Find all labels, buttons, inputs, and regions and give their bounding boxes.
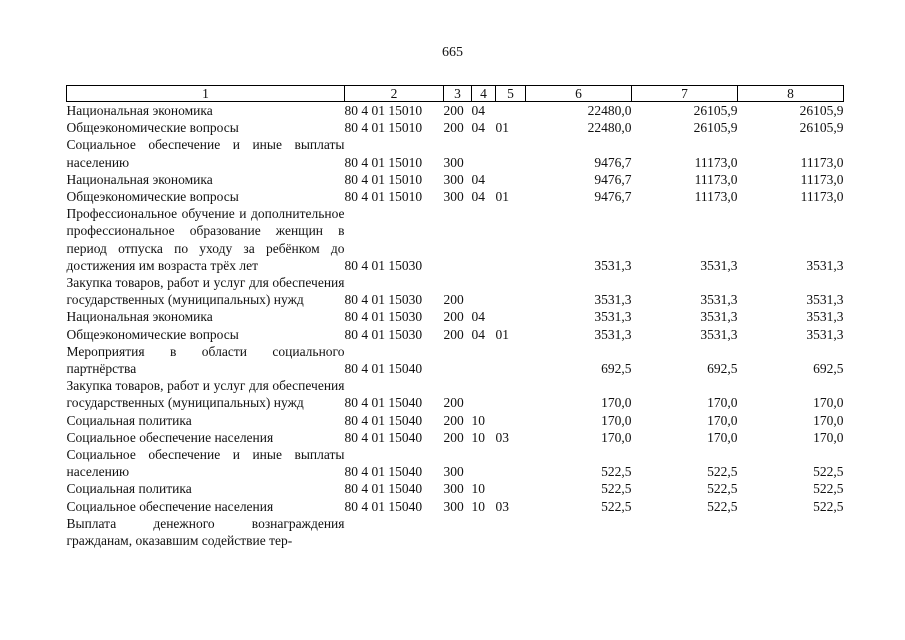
- row-value-col8: 170,0: [813, 429, 844, 445]
- row-value-col6: 170,0: [601, 412, 632, 428]
- row-subsection: [496, 343, 526, 377]
- row-value-col6: 170,0: [601, 395, 632, 411]
- row-value-col8: 3531,3: [806, 326, 844, 342]
- row-name: Социальное обеспечение населения: [66, 429, 274, 445]
- row-value-col7: 522,5: [707, 464, 738, 480]
- row-subsection: 03: [495, 498, 509, 514]
- row-name: Социальное обеспечение и иные выплаты населению: [66, 447, 345, 480]
- row-name: Социальное обеспечение и иные выплаты населению: [66, 137, 345, 170]
- row-value-col6: 170,0: [601, 429, 632, 445]
- row-value-col6: 3531,3: [594, 292, 632, 308]
- row-section: [472, 274, 496, 308]
- row-name: Профессиональное обучение и дополнительное профессиональное образование женщин в период отпуска по уходу за ребёнком до достижения им возраста трёх лет: [66, 206, 345, 273]
- row-name: Социальная политика: [66, 481, 192, 497]
- row-value-col8: 26105,9: [799, 103, 844, 118]
- row-name: Социальное обеспечение населения: [66, 498, 274, 514]
- row-value-col8: 170,0: [813, 395, 844, 411]
- row-expense-group: 200: [443, 429, 464, 445]
- row-value-col8: 3531,3: [806, 257, 844, 273]
- row-subsection: [496, 377, 526, 411]
- row-value-col7: [632, 515, 738, 549]
- row-section: 04: [471, 309, 485, 325]
- row-value-col8: 170,0: [813, 412, 844, 428]
- row-value-col6: 22480,0: [587, 103, 632, 118]
- row-value-col6: 22480,0: [587, 120, 632, 136]
- header-col-6: 6: [526, 86, 632, 102]
- table-row: [67, 171, 844, 188]
- row-value-col8: 3531,3: [806, 309, 844, 325]
- row-name: Выплата денежного вознаграждения гражданам, оказавшим содействие тер-: [66, 515, 345, 549]
- row-subsection: 01: [495, 326, 509, 342]
- header-col-5: 5: [496, 86, 526, 102]
- row-value-col6: 9476,7: [594, 171, 632, 187]
- table-row: [67, 308, 844, 325]
- row-name: Закупка товаров, работ и услуг для обеспечения государственных (муниципальных) нужд: [66, 275, 345, 308]
- row-section: 04: [471, 103, 485, 118]
- row-subsection: 01: [495, 189, 509, 205]
- row-target-code: 80 4 01 15040: [344, 429, 423, 445]
- row-expense-group: 300: [443, 481, 464, 497]
- row-value-col6: 9476,7: [594, 154, 632, 170]
- table-row: [67, 446, 844, 480]
- row-value-col7: 3531,3: [700, 257, 738, 273]
- row-value-col8: [738, 515, 844, 549]
- row-expense-group: 200: [443, 103, 464, 118]
- row-section: [472, 377, 496, 411]
- row-value-col7: 522,5: [707, 481, 738, 497]
- table-header: [67, 86, 844, 102]
- row-target-code: 80 4 01 15030: [344, 309, 423, 325]
- row-subsection: [496, 136, 526, 170]
- row-value-col6: 522,5: [601, 464, 632, 480]
- row-section: [472, 446, 496, 480]
- row-name: Общеэкономические вопросы: [66, 120, 239, 136]
- row-expense-group: 200: [443, 412, 464, 428]
- header-col-7: 7: [632, 86, 738, 102]
- row-subsection: 03: [495, 429, 509, 445]
- budget-table: [66, 85, 844, 549]
- row-section: 10: [471, 481, 485, 497]
- row-target-code: 80 4 01 15010: [344, 171, 423, 187]
- row-subsection: [496, 102, 526, 120]
- row-section: 10: [471, 429, 485, 445]
- header-col-8: 8: [738, 86, 844, 102]
- row-subsection: [496, 308, 526, 325]
- row-section: 04: [471, 189, 485, 205]
- row-name: Мероприятия в области социального партнёрства: [66, 343, 345, 377]
- row-value-col7: 692,5: [707, 361, 738, 377]
- table-row: [67, 343, 844, 377]
- row-subsection: [496, 412, 526, 429]
- row-value-col6: [526, 515, 632, 549]
- row-expense-group: [444, 343, 472, 377]
- row-subsection: [496, 205, 526, 274]
- row-name: Общеэкономические вопросы: [66, 326, 239, 342]
- row-target-code: 80 4 01 15030: [344, 257, 423, 273]
- row-value-col6: 522,5: [601, 481, 632, 497]
- row-section: [472, 205, 496, 274]
- header-col-3: 3: [444, 86, 472, 102]
- row-value-col8: 522,5: [813, 498, 844, 514]
- header-col-1: 1: [67, 86, 345, 102]
- table-row: [67, 326, 844, 343]
- row-name: Национальная экономика: [66, 309, 213, 325]
- row-name: Социальная политика: [66, 412, 192, 428]
- row-target-code: 80 4 01 15010: [344, 189, 423, 205]
- row-target-code: 80 4 01 15040: [344, 481, 423, 497]
- table-row: [67, 274, 844, 308]
- row-value-col7: 522,5: [707, 498, 738, 514]
- table-row: [67, 102, 844, 120]
- row-target-code: 80 4 01 15040: [344, 361, 423, 377]
- row-value-col8: 11173,0: [800, 154, 844, 170]
- row-section: 04: [471, 171, 485, 187]
- row-subsection: [496, 515, 526, 549]
- row-value-col6: 3531,3: [594, 309, 632, 325]
- header-col-2: 2: [345, 86, 444, 102]
- table-row: [67, 480, 844, 497]
- row-value-col7: 170,0: [707, 395, 738, 411]
- row-expense-group: [444, 205, 472, 274]
- row-subsection: [496, 480, 526, 497]
- row-subsection: [496, 446, 526, 480]
- row-value-col8: 522,5: [813, 481, 844, 497]
- row-value-col6: 692,5: [601, 361, 632, 377]
- row-target-code: 80 4 01 15010: [344, 120, 423, 136]
- row-target-code: 80 4 01 15010: [344, 103, 423, 118]
- table-row: [67, 515, 844, 549]
- table-row: [67, 377, 844, 411]
- row-value-col7: 11173,0: [694, 171, 738, 187]
- row-expense-group: 300: [443, 154, 464, 170]
- table-row: [67, 119, 844, 136]
- row-section: 04: [471, 326, 485, 342]
- row-value-col7: 11173,0: [694, 189, 738, 205]
- row-section: [472, 343, 496, 377]
- row-name: Национальная экономика: [66, 171, 213, 187]
- row-name: Общеэкономические вопросы: [66, 189, 239, 205]
- row-target-code: 80 4 01 15040: [344, 498, 423, 514]
- header-col-4: 4: [472, 86, 496, 102]
- row-target-code: 80 4 01 15030: [344, 326, 423, 342]
- row-value-col8: 26105,9: [799, 120, 844, 136]
- row-section: [472, 136, 496, 170]
- row-value-col7: 3531,3: [700, 309, 738, 325]
- table-row: [67, 188, 844, 205]
- table-row: [67, 498, 844, 515]
- row-expense-group: 200: [443, 309, 464, 325]
- row-target-code: 80 4 01 15040: [344, 464, 423, 480]
- row-target-code: 80 4 01 15030: [344, 292, 423, 308]
- table-body: [67, 102, 844, 550]
- row-value-col6: 522,5: [601, 498, 632, 514]
- row-expense-group: 300: [443, 171, 464, 187]
- page-number: 665: [442, 45, 463, 60]
- row-value-col7: 11173,0: [694, 154, 738, 170]
- row-section: 10: [471, 412, 485, 428]
- row-value-col6: 9476,7: [594, 189, 632, 205]
- row-value-col8: 11173,0: [800, 189, 844, 205]
- row-section: [472, 515, 496, 549]
- row-target-code: 80 4 01 15040: [344, 395, 423, 411]
- row-expense-group: 200: [443, 326, 464, 342]
- row-expense-group: 300: [443, 189, 464, 205]
- row-value-col7: 170,0: [707, 412, 738, 428]
- row-subsection: 01: [495, 120, 509, 136]
- table-row: [67, 412, 844, 429]
- row-name: Национальная экономика: [66, 103, 213, 118]
- row-subsection: [496, 171, 526, 188]
- row-name: Закупка товаров, работ и услуг для обеспечения государственных (муниципальных) нужд: [66, 378, 345, 411]
- row-expense-group: 200: [443, 292, 464, 308]
- row-value-col8: 692,5: [813, 361, 844, 377]
- row-value-col8: 11173,0: [800, 171, 844, 187]
- row-value-col7: 3531,3: [700, 292, 738, 308]
- row-subsection: [496, 274, 526, 308]
- row-value-col8: 3531,3: [806, 292, 844, 308]
- row-expense-group: 300: [443, 498, 464, 514]
- row-section: 04: [471, 120, 485, 136]
- row-value-col7: 3531,3: [700, 326, 738, 342]
- header-row: [67, 86, 844, 102]
- row-expense-group: 200: [443, 395, 464, 411]
- row-value-col6: 3531,3: [594, 257, 632, 273]
- row-target-code: 80 4 01 15040: [344, 412, 423, 428]
- row-expense-group: 200: [443, 120, 464, 136]
- row-target-code: [345, 515, 444, 549]
- row-value-col6: 3531,3: [594, 326, 632, 342]
- table-row: [67, 429, 844, 446]
- row-section: 10: [471, 498, 485, 514]
- row-value-col7: 26105,9: [693, 120, 738, 136]
- row-value-col7: 170,0: [707, 429, 738, 445]
- row-expense-group: 300: [443, 464, 464, 480]
- row-value-col8: 522,5: [813, 464, 844, 480]
- row-target-code: 80 4 01 15010: [344, 154, 423, 170]
- table-row: [67, 136, 844, 170]
- row-expense-group: [444, 515, 472, 549]
- table-row: [67, 205, 844, 274]
- row-value-col7: 26105,9: [693, 103, 738, 118]
